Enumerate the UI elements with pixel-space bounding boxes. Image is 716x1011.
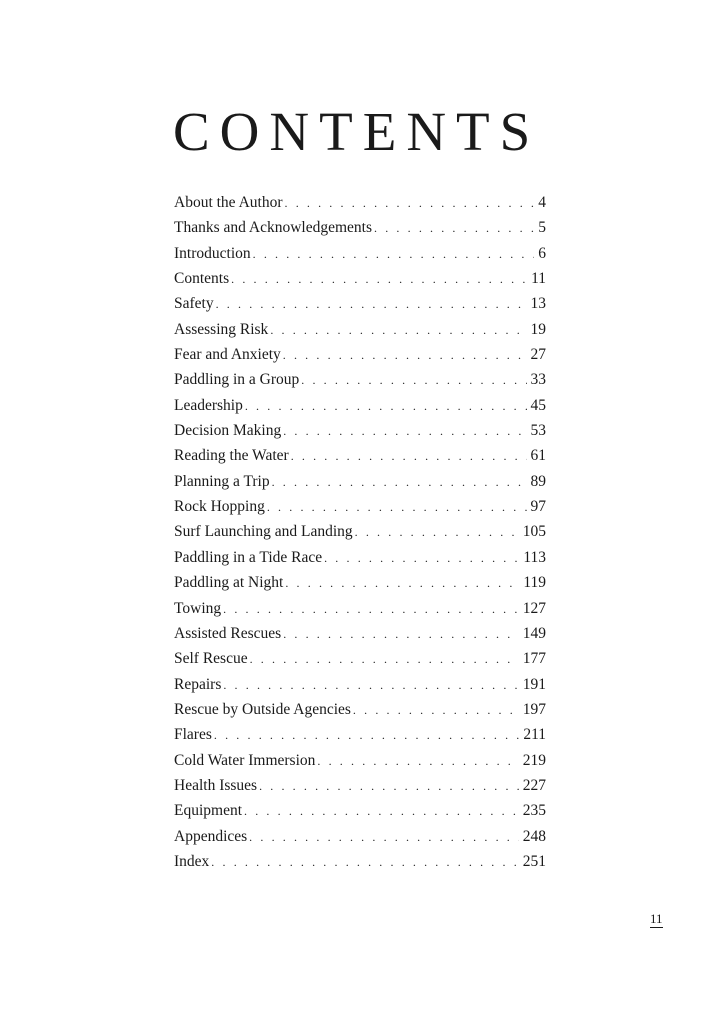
toc-entry-page: 191 bbox=[522, 675, 546, 693]
toc-entry-page: 4 bbox=[538, 194, 546, 211]
toc-entry[interactable] bbox=[174, 317, 546, 342]
table-of-contents bbox=[174, 190, 546, 874]
toc-entry-title: Thanks and Acknowledgements bbox=[174, 219, 373, 237]
toc-entry-page: 197 bbox=[522, 700, 546, 718]
toc-leader-dots bbox=[291, 444, 527, 469]
toc-entry-page: 127 bbox=[522, 599, 546, 617]
toc-entry[interactable] bbox=[174, 519, 546, 544]
toc-entry[interactable] bbox=[174, 215, 546, 240]
toc-leader-dots bbox=[267, 495, 527, 520]
toc-entry-page: 19 bbox=[530, 320, 546, 338]
toc-entry-page: 11 bbox=[531, 270, 546, 288]
toc-leader-dots bbox=[285, 571, 519, 596]
toc-entry-page: 149 bbox=[522, 624, 546, 642]
toc-entry-title: Paddling in a Tide Race bbox=[174, 548, 323, 566]
toc-entry[interactable] bbox=[174, 646, 546, 671]
toc-entry[interactable] bbox=[174, 596, 546, 621]
toc-entry-page: 211 bbox=[523, 726, 546, 744]
toc-entry[interactable] bbox=[174, 672, 546, 697]
toc-leader-dots bbox=[285, 191, 535, 216]
toc-entry-title: Contents bbox=[174, 270, 230, 288]
toc-entry[interactable] bbox=[174, 849, 546, 874]
toc-leader-dots bbox=[250, 647, 519, 672]
toc-entry[interactable] bbox=[174, 241, 546, 266]
toc-leader-dots bbox=[283, 419, 526, 444]
toc-leader-dots bbox=[231, 267, 527, 292]
toc-entry-page: 5 bbox=[538, 219, 546, 237]
toc-leader-dots bbox=[283, 343, 527, 368]
toc-leader-dots bbox=[244, 799, 519, 824]
toc-entry-title: Decision Making bbox=[174, 422, 282, 440]
toc-entry-title: Assessing Risk bbox=[174, 320, 269, 338]
toc-entry-page: 33 bbox=[530, 371, 546, 389]
toc-entry[interactable] bbox=[174, 469, 546, 494]
toc-entry-title: Introduction bbox=[174, 244, 251, 262]
toc-entry-page: 119 bbox=[523, 574, 546, 592]
toc-entry-page: 6 bbox=[538, 244, 546, 262]
toc-entry-page: 13 bbox=[530, 295, 546, 313]
toc-entry[interactable] bbox=[174, 748, 546, 773]
toc-entry-title: Leadership bbox=[174, 396, 243, 414]
toc-entry-title: Repairs bbox=[174, 675, 222, 693]
toc-entry-title: Index bbox=[174, 852, 210, 870]
toc-leader-dots bbox=[272, 470, 527, 495]
toc-entry[interactable] bbox=[174, 418, 546, 443]
toc-entry-page: 89 bbox=[530, 472, 546, 490]
toc-entry-title: Surf Launching and Landing bbox=[174, 523, 353, 541]
toc-entry-page: 219 bbox=[522, 751, 546, 769]
toc-entry[interactable] bbox=[174, 342, 546, 367]
toc-leader-dots bbox=[216, 292, 527, 317]
toc-leader-dots bbox=[324, 546, 519, 571]
toc-entry-page: 248 bbox=[522, 827, 546, 845]
toc-entry[interactable] bbox=[174, 393, 546, 418]
toc-leader-dots bbox=[374, 216, 534, 241]
toc-entry-title: Assisted Rescues bbox=[174, 624, 282, 642]
toc-entry-title: Cold Water Immersion bbox=[174, 751, 316, 769]
toc-leader-dots bbox=[283, 622, 519, 647]
toc-leader-dots bbox=[317, 749, 518, 774]
toc-entry-title: Self Rescue bbox=[174, 650, 248, 668]
toc-leader-dots bbox=[270, 318, 526, 343]
toc-leader-dots bbox=[223, 597, 519, 622]
toc-entry-page: 45 bbox=[530, 396, 546, 414]
page-number: 11 bbox=[650, 911, 663, 926]
toc-entry-page: 97 bbox=[530, 498, 546, 516]
toc-leader-dots bbox=[245, 394, 527, 419]
toc-entry-title: Paddling at Night bbox=[174, 574, 284, 592]
toc-leader-dots bbox=[355, 520, 519, 545]
toc-entry[interactable] bbox=[174, 443, 546, 468]
toc-entry-page: 27 bbox=[530, 346, 546, 364]
toc-entry-title: Reading the Water bbox=[174, 447, 289, 465]
toc-entry[interactable] bbox=[174, 266, 546, 291]
toc-entry[interactable] bbox=[174, 697, 546, 722]
toc-entry-page: 227 bbox=[522, 776, 546, 794]
toc-entry[interactable] bbox=[174, 773, 546, 798]
toc-entry-page: 113 bbox=[523, 548, 546, 566]
toc-entry-title: Rock Hopping bbox=[174, 498, 265, 516]
toc-entry-title: Towing bbox=[174, 599, 222, 617]
toc-leader-dots bbox=[223, 673, 518, 698]
toc-entry-page: 105 bbox=[522, 523, 546, 541]
toc-entry[interactable] bbox=[174, 494, 546, 519]
toc-entry-title: Equipment bbox=[174, 802, 243, 820]
toc-leader-dots bbox=[253, 242, 535, 267]
toc-entry-page: 235 bbox=[522, 802, 546, 820]
toc-entry-title: Appendices bbox=[174, 827, 248, 845]
toc-entry[interactable] bbox=[174, 367, 546, 392]
toc-entry[interactable] bbox=[174, 570, 546, 595]
toc-entry[interactable] bbox=[174, 722, 546, 747]
toc-entry[interactable] bbox=[174, 621, 546, 646]
toc-leader-dots bbox=[249, 825, 519, 850]
toc-entry-title: Safety bbox=[174, 295, 214, 313]
toc-entry[interactable] bbox=[174, 824, 546, 849]
toc-leader-dots bbox=[259, 774, 519, 799]
toc-entry[interactable] bbox=[174, 798, 546, 823]
toc-entry-title: Health Issues bbox=[174, 776, 258, 794]
toc-entry-title: About the Author bbox=[174, 194, 283, 211]
toc-entry-page: 251 bbox=[522, 852, 546, 870]
page-title: CONTENTS bbox=[173, 101, 541, 162]
toc-leader-dots bbox=[211, 850, 518, 875]
toc-entry-title: Planning a Trip bbox=[174, 472, 270, 490]
toc-entry-title: Fear and Anxiety bbox=[174, 346, 281, 364]
toc-entry-page: 53 bbox=[530, 422, 546, 440]
toc-entry[interactable] bbox=[174, 545, 546, 570]
toc-entry-title: Flares bbox=[174, 726, 212, 744]
toc-entry-page: 177 bbox=[522, 650, 546, 668]
toc-entry[interactable] bbox=[174, 291, 546, 316]
toc-leader-dots bbox=[353, 698, 519, 723]
toc-leader-dots bbox=[301, 368, 526, 393]
toc-leader-dots bbox=[214, 723, 519, 748]
toc-entry[interactable] bbox=[174, 190, 546, 215]
toc-entry-title: Paddling in a Group bbox=[174, 371, 300, 389]
toc-entry-title: Rescue by Outside Agencies bbox=[174, 700, 351, 718]
toc-entry-page: 61 bbox=[530, 447, 546, 465]
